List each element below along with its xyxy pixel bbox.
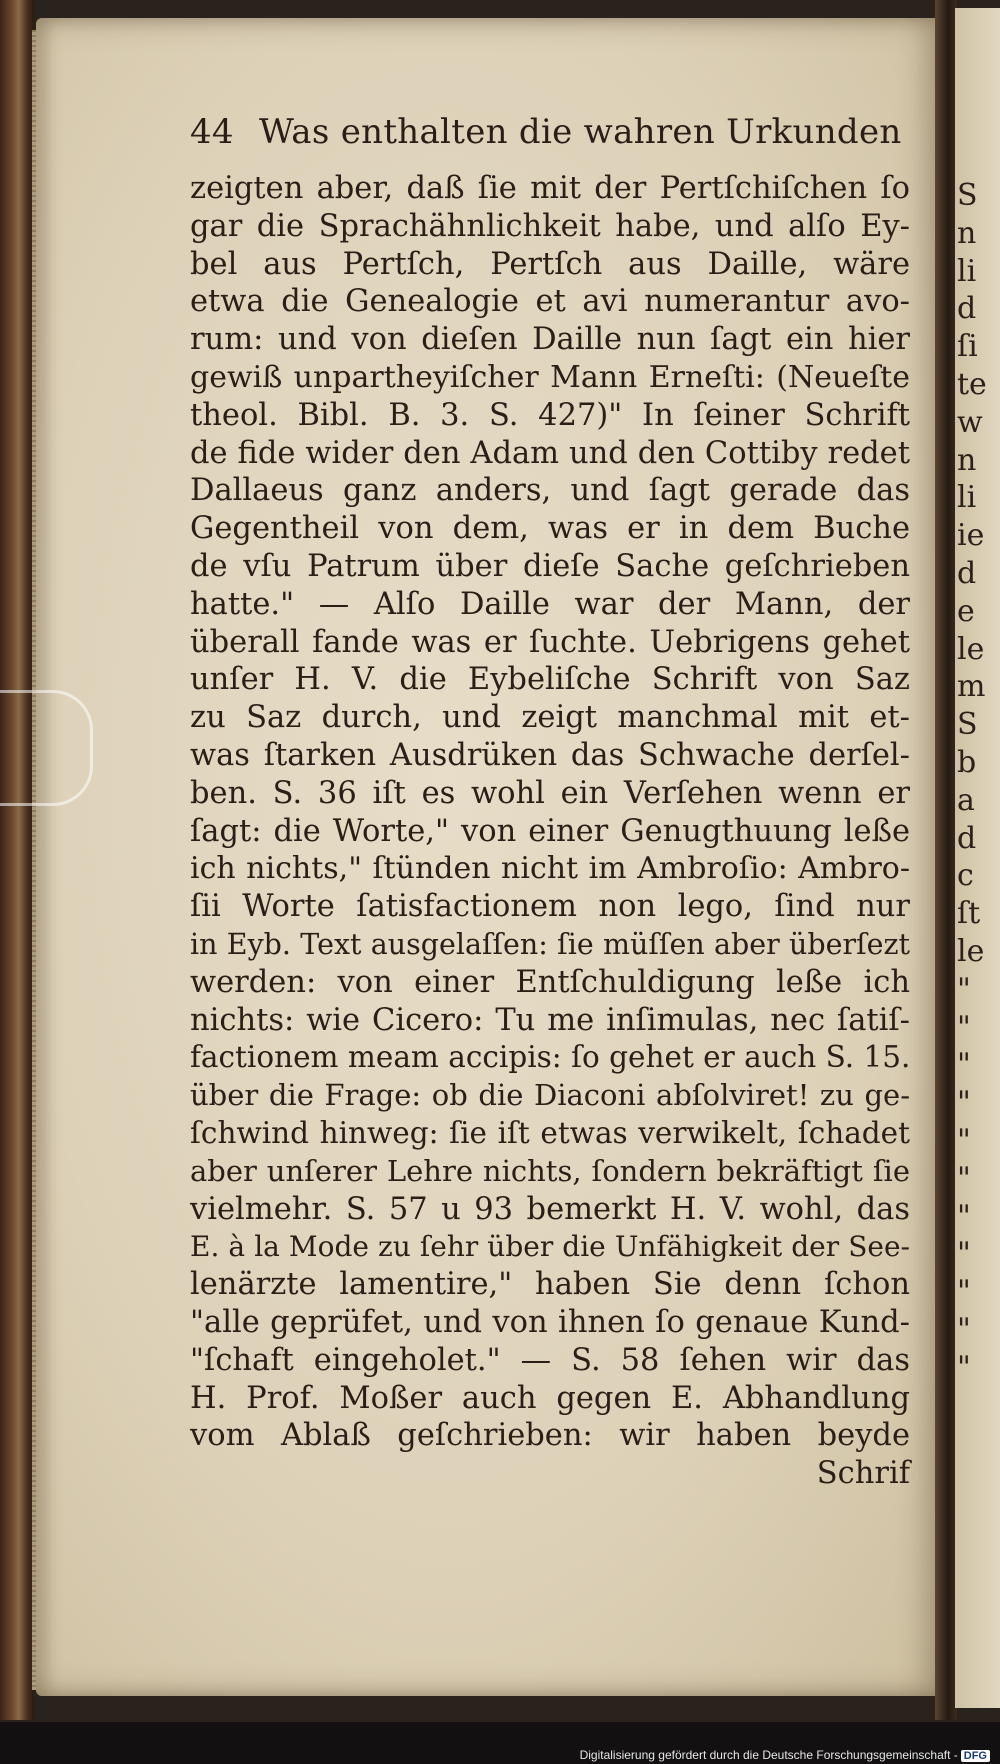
adjacent-page-fragment: " [957, 1312, 971, 1347]
text-line: bel aus Pertſch, Pertſch aus Daille, wäre [190, 246, 910, 282]
catchword: Schrif [816, 1456, 910, 1492]
text-line: theol. Bibl. B. 3. S. 427)" In ſeiner Schrift [190, 397, 910, 433]
text-line: de fide wider den Adam und den Cottiby redet [190, 435, 910, 471]
adjacent-page-fragment: ſi [957, 329, 978, 365]
text-line: H. Prof. Moßer auch gegen E. Abhandlung [190, 1380, 910, 1416]
adjacent-page-fragment: n [957, 442, 977, 478]
text-line: Gegentheil von dem, was er in dem Buche [190, 511, 910, 547]
adjacent-page-fragment: " [957, 1198, 971, 1234]
book-spine-edge [0, 0, 34, 1720]
page-text-block [190, 112, 910, 1493]
adjacent-page-fragment: d [957, 556, 977, 591]
dfg-credit-text: Digitalisierung gefördert durch die Deutsche Forschungsgemeinschaft - [579, 1748, 958, 1762]
adjacent-page-fragment: le [957, 934, 985, 969]
adjacent-page-fragment: ie [957, 518, 985, 554]
adjacent-page-fragment: S [957, 707, 978, 743]
text-line: Dallaeus ganz anders, und ſagt gerade das [190, 473, 910, 509]
adjacent-page-fragment: c [957, 858, 974, 894]
text-line: zeigten aber, daß ſie mit der Pertſchiſchen ſo [190, 171, 910, 206]
adjacent-page-fragment: d [957, 820, 977, 856]
text-line: etwa die Genealogie et avi numerantur avo- [190, 284, 910, 320]
adjacent-page-fragment: b [957, 745, 977, 780]
text-line: de vſu Patrum über dieſe Sache geſchrieben [190, 548, 910, 584]
adjacent-page-fragment: le [957, 631, 985, 667]
text-line: in Eyb. Text ausgelaſſen: ſie müſſen aber überſezt [190, 927, 910, 961]
text-line: ſii Worte ſatisfactionem non lego, ſind nur [190, 889, 910, 925]
adjacent-page-fragment: a [957, 782, 975, 818]
text-line: ben. S. 36 iſt es wohl ein Verſehen wenn er [190, 775, 910, 811]
adjacent-page-fragment: m [957, 669, 986, 705]
page-number: 44 [190, 112, 234, 152]
adjacent-page-fragment: w [957, 404, 983, 440]
running-title: Was enthalten die wahren Urkunden [258, 112, 902, 152]
running-header [190, 112, 910, 152]
text-line: rum: und von dieſen Daille nun ſagt ein hier [190, 322, 910, 358]
text-line: zu Saz durch, und zeigt manchmal mit et- [190, 700, 910, 736]
text-line: werden: von einer Entſchuldigung leße ich [190, 964, 910, 1000]
adjacent-page-fragment: li [957, 480, 977, 516]
text-line: "alle geprüfet, und von ihnen ſo genaue Kund- [190, 1304, 910, 1340]
adjacent-page-fragment: " [957, 1236, 971, 1272]
text-line: nichts: wie Cicero: Tu me inſimulas, nec ſatiſ- [190, 1002, 910, 1038]
adjacent-page-fragment: ſt [957, 896, 981, 932]
text-line: lenärzte lamentire," haben Sie denn ſchon [190, 1267, 910, 1303]
adjacent-page-fragment: te [957, 367, 987, 402]
adjacent-page-fragment: " [957, 1047, 971, 1083]
text-line: aber unſerer Lehre nichts, ſondern bekräftigt ſie [190, 1153, 910, 1188]
text-line: was ſtarken Ausdrüken das Schwache derſel- [190, 737, 910, 773]
adjacent-page-fragment: d [957, 291, 977, 327]
text-line: hatte." — Alſo Daille war der Mann, der [190, 586, 910, 622]
adjacent-page-fragment: " [957, 1123, 971, 1158]
text-line: überall fande was er ſuchte. Uebrigens gehet [190, 624, 910, 660]
adjacent-page-fragment: " [957, 1274, 971, 1310]
text-line: gar die Sprachähnlichkeit habe, und alſo Ey- [190, 208, 910, 244]
adjacent-page-fragment: " [957, 1085, 971, 1121]
dfg-logo: DFG [961, 1750, 990, 1762]
body-text [190, 170, 910, 1455]
book-gutter [935, 0, 957, 1720]
adjacent-page-fragment: " [957, 1009, 971, 1045]
text-line: gewiß unpartheyiſcher Mann Erneſti: (Neueſte [190, 359, 910, 395]
text-line: über die Frage: ob die Diaconi abſolviret! zu ge- [190, 1078, 910, 1113]
text-line: E. à la Mode zu ſehr über die Unfähigkeit der See- [190, 1230, 910, 1264]
text-line: unſer H. V. die Eybeliſche Schrift von Saz [190, 662, 910, 698]
adjacent-page-fragment: li [957, 253, 977, 289]
adjacent-page [955, 8, 1000, 1708]
dfg-credit [580, 1748, 990, 1762]
text-line: vom Ablaß geſchrieben: wir haben beyde [190, 1418, 910, 1454]
adjacent-page-fragment: n [957, 215, 977, 251]
text-line: ſagt: die Worte," von einer Genugthuung leße [190, 813, 910, 849]
adjacent-page-fragment: e [957, 593, 975, 629]
adjacent-page-fragment: " [957, 971, 971, 1007]
text-line: vielmehr. S. 57 u 93 bemerkt H. V. wohl, das [190, 1191, 910, 1227]
text-line: factionem meam accipis: ſo gehet er auch S. 15. [190, 1040, 911, 1075]
adjacent-page-fragment: S [957, 178, 978, 213]
text-line: ich nichts," ſtünden nicht im Ambroſio: Ambro- [190, 851, 910, 887]
adjacent-page-fragment: " [957, 1160, 971, 1196]
adjacent-page-fragment: " [957, 1349, 971, 1385]
text-line: ſchwind hinweg: ſie iſt etwas verwikelt, ſchadet [190, 1115, 910, 1150]
page-clip-overlay [0, 690, 93, 806]
text-line: "ſchaft eingeholet." — S. 58 ſehen wir das [190, 1342, 910, 1378]
